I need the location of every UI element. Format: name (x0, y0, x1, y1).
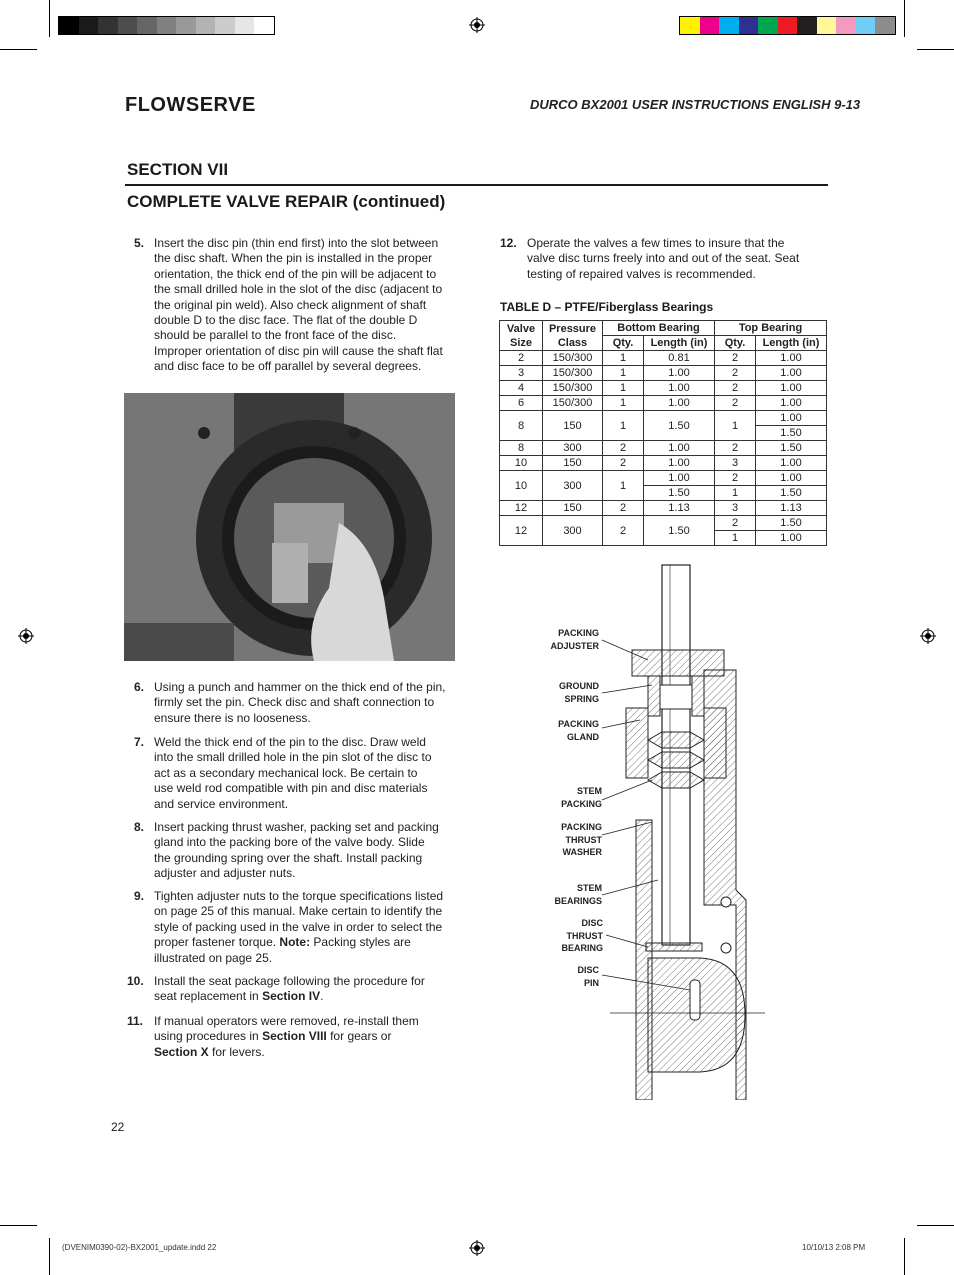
table-cell: 12 (500, 501, 543, 516)
table-cell: 150 (543, 411, 603, 441)
color-swatch (817, 17, 837, 34)
table-cell: 2 (715, 516, 756, 531)
section-title: SECTION VII (127, 160, 229, 179)
col-bottom-qty: Qty. (603, 336, 644, 351)
table-cell: 1.50 (756, 516, 827, 531)
color-swatch (59, 17, 79, 34)
color-swatch (719, 17, 739, 34)
table-cell: 2 (715, 351, 756, 366)
table-cell: 1 (603, 351, 644, 366)
step-11: 11. If manual operators were removed, re-install them using procedures in Section VIII for gears or Section X for levers. (127, 1014, 419, 1059)
table-cell: 150/300 (543, 351, 603, 366)
table-cell: 12 (500, 516, 543, 546)
step-8: 8. Insert packing thrust washer, packing set and packing gland into the packing bore of the valve body. Slide the grounding spring over the shaft. Install packing adjuster and adjuster nuts. (134, 820, 439, 881)
color-swatch (137, 17, 157, 34)
table-cell: 1 (603, 411, 644, 441)
step-9: 9. Tighten adjuster nuts to the torque specifications listed on page 25 of this manual. Make certain to identify the style of packing used in the valve in order to select the proper fastener torque. Note: Packing styles are illustrated on page 25. (134, 889, 444, 965)
color-swatch (157, 17, 177, 34)
table-cell: 1.00 (644, 441, 715, 456)
color-swatch (254, 17, 274, 34)
table-cell: 1 (603, 471, 644, 501)
crop-mark (0, 1225, 37, 1226)
table-cell: 1.00 (644, 381, 715, 396)
crop-mark (49, 0, 50, 37)
table-cell: 1.00 (644, 366, 715, 381)
registration-mark-icon (18, 628, 34, 644)
document-title: DURCO BX2001 USER INSTRUCTIONS ENGLISH 9-13 (530, 97, 861, 112)
col-top-qty: Qty. (715, 336, 756, 351)
table-cell: 1.50 (756, 486, 827, 501)
flowserve-logo: FLOWSERVE (125, 94, 256, 116)
table-cell: 1.00 (756, 411, 827, 426)
table-cell: 1.13 (644, 501, 715, 516)
table-cell: 1 (715, 531, 756, 546)
table-cell: 2 (603, 501, 644, 516)
table-cell: 4 (500, 381, 543, 396)
table-cell: 2 (603, 516, 644, 546)
color-swatch (680, 17, 700, 34)
registration-mark-icon (469, 1240, 485, 1256)
table-cell: 1 (715, 411, 756, 441)
color-swatch (700, 17, 720, 34)
color-swatch (739, 17, 759, 34)
table-row (500, 471, 827, 486)
table-caption: TABLE D – PTFE/Fiberglass Bearings (500, 300, 714, 314)
label-disc-pin: DISC PIN (577, 965, 599, 988)
table-cell: 1 (603, 366, 644, 381)
table-cell: 300 (543, 471, 603, 501)
table-cell: 2 (603, 456, 644, 471)
table-cell: 1.00 (756, 351, 827, 366)
col-pressure-class: Pressure Class (543, 321, 603, 351)
file-slug: (DVENIM0390-02)-BX2001_update.indd 22 (62, 1243, 217, 1252)
table-cell: 1 (603, 396, 644, 411)
date-slug: 10/10/13 2:08 PM (802, 1243, 866, 1252)
table-cell: 150/300 (543, 366, 603, 381)
table-cell: 2 (715, 471, 756, 486)
label-packing-adjuster: PACKING ADJUSTER (550, 628, 599, 651)
color-swatch (118, 17, 138, 34)
table-cell: 1.50 (756, 441, 827, 456)
section-subtitle: COMPLETE VALVE REPAIR (continued) (127, 192, 446, 211)
table-row (500, 366, 827, 381)
table-cell: 1.00 (756, 531, 827, 546)
table-cell: 150 (543, 456, 603, 471)
table-cell: 1.00 (756, 471, 827, 486)
table-cell: 8 (500, 411, 543, 441)
table-cell: 1.00 (644, 471, 715, 486)
color-swatch (98, 17, 118, 34)
table-cell: 1 (603, 381, 644, 396)
color-swatch (836, 17, 856, 34)
table-row (500, 516, 827, 531)
table-cell: 1.13 (756, 501, 827, 516)
table-cell: 2 (715, 366, 756, 381)
color-swatch (235, 17, 255, 34)
label-stem-packing: STEM PACKING (561, 786, 602, 809)
col-top-bearing: Top Bearing (715, 321, 827, 336)
table-cell: 150 (543, 501, 603, 516)
col-valve-size: Valve Size (500, 321, 543, 351)
table-cell: 1.00 (644, 456, 715, 471)
crop-mark (0, 49, 37, 50)
color-swatch (778, 17, 798, 34)
label-packing-gland: PACKING GLAND (558, 719, 599, 742)
table-cell: 1.50 (756, 426, 827, 441)
table-cell: 8 (500, 441, 543, 456)
col-bottom-bearing: Bottom Bearing (603, 321, 715, 336)
section-rule (125, 184, 828, 186)
color-bar (679, 16, 896, 35)
crop-mark (904, 1238, 905, 1275)
table-cell: 10 (500, 471, 543, 501)
color-swatch (215, 17, 235, 34)
table-row (500, 441, 827, 456)
table-cell: 1.50 (644, 516, 715, 546)
label-ground-spring: GROUND SPRING (559, 681, 599, 704)
color-swatch (758, 17, 778, 34)
table-row (500, 411, 827, 426)
table-cell: 150/300 (543, 381, 603, 396)
color-swatch (797, 17, 817, 34)
grayscale-bar (58, 16, 275, 35)
registration-mark-icon (920, 628, 936, 644)
table-cell: 2 (715, 396, 756, 411)
crop-mark (49, 1238, 50, 1275)
table-cell: 2 (500, 351, 543, 366)
bearings-table (499, 320, 827, 546)
table-cell: 2 (603, 441, 644, 456)
table-row (500, 501, 827, 516)
step-5: 5. Insert the disc pin (thin end first) into the slot between the disc shaft. When the pin is installed in the proper orientation, the thick end of the pin will be adjacent to the small drilled hole in the slot of the disc (adjacent to the original pin weld). Also check alignment of shaft double D to the disc face. The flat of the double D should be parallel to the front face of the disc. Improper orientation of disc pin will cause the shaft flat and disc face to be off parallel by several degrees. (134, 236, 443, 374)
table-cell: 150/300 (543, 396, 603, 411)
label-packing-thrust-washer: PACKING THRUST WASHER (561, 822, 602, 858)
table-cell: 3 (715, 501, 756, 516)
crop-mark (917, 49, 954, 50)
table-row (500, 351, 827, 366)
crop-mark (904, 0, 905, 37)
label-disc-thrust-bearing: DISC THRUST BEARING (561, 918, 603, 954)
color-swatch (856, 17, 876, 34)
table-cell: 1.00 (756, 456, 827, 471)
table-cell: 1.00 (756, 366, 827, 381)
table-row (500, 456, 827, 471)
table-cell: 6 (500, 396, 543, 411)
color-swatch (176, 17, 196, 34)
color-swatch (196, 17, 216, 34)
table-cell: 300 (543, 441, 603, 456)
label-stem-bearings: STEM BEARINGS (554, 883, 602, 906)
table-cell: 1.00 (756, 396, 827, 411)
page-number: 22 (111, 1120, 125, 1134)
table-cell: 1.00 (644, 396, 715, 411)
table-cell: 300 (543, 516, 603, 546)
table-cell: 1 (715, 486, 756, 501)
crop-mark (917, 1225, 954, 1226)
table-row (500, 396, 827, 411)
step-12: 12. Operate the valves a few times to insure that the valve disc turns freely into and out of the seat. Seat testing of repaired valves is recommended. (500, 236, 800, 281)
registration-mark-icon (469, 17, 485, 33)
table-cell: 2 (715, 441, 756, 456)
table-row (500, 381, 827, 396)
table-cell: 3 (715, 456, 756, 471)
color-swatch (875, 17, 895, 34)
table-cell: 2 (715, 381, 756, 396)
table-cell: 3 (500, 366, 543, 381)
table-cell: 1.50 (644, 411, 715, 441)
table-cell: 1.50 (644, 486, 715, 501)
col-bottom-length: Length (in) (644, 336, 715, 351)
step-7: 7. Weld the thick end of the pin to the disc. Draw weld into the small drilled hole in the pin slot of the disc to act as a secondary mechanical lock. Be certain to use weld rod compatible with pin and disc materials and service environment. (134, 735, 432, 811)
table-cell: 0.81 (644, 351, 715, 366)
color-swatch (79, 17, 99, 34)
table-cell: 10 (500, 456, 543, 471)
col-top-length: Length (in) (756, 336, 827, 351)
table-cell: 1.00 (756, 381, 827, 396)
step-6: 6. Using a punch and hammer on the thick end of the pin, firmly set the pin. Check disc and shaft connection to ensure there is no looseness. (134, 680, 446, 725)
disc-pin-installation-photo (124, 393, 455, 661)
step-10: 10. Install the seat package following the procedure for seat replacement in Section IV. (127, 974, 425, 1004)
